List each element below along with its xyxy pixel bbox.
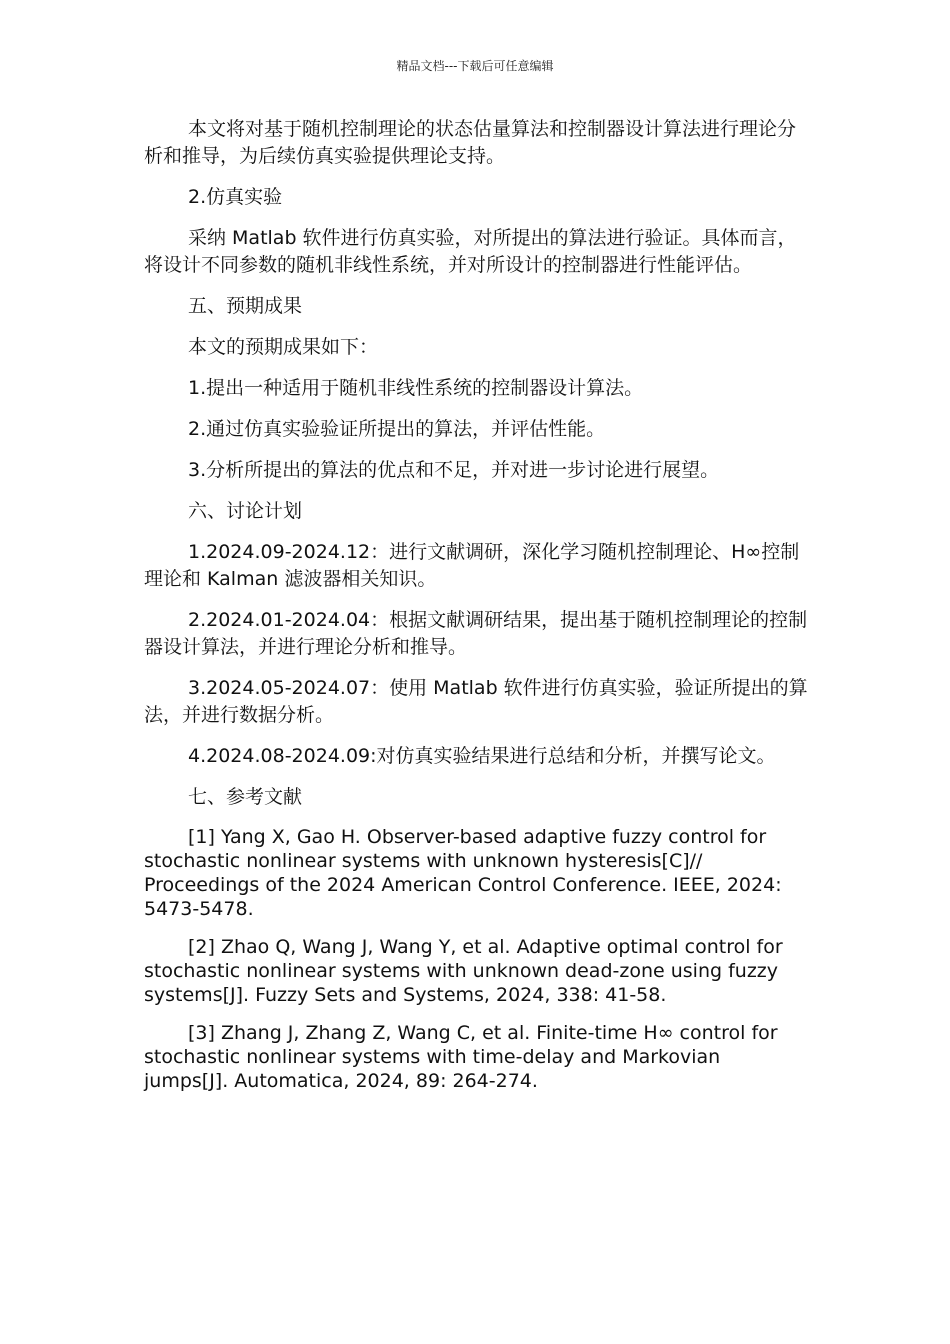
list-item-result-2: 2.通过仿真实验验证所提出的算法，并评估性能。 [188, 418, 606, 440]
reference-item: [2] Zhao Q, Wang J, Wang Y, et al. Adaptive optimal control for stochastic nonlinear systems with unknown dead-zone using fuzzy systems[J]. Fuzzy Sets and Systems, 2024, 338: 41-58. [144, 936, 783, 1006]
paragraph-expected-intro: 本文的预期成果如下： [188, 336, 379, 358]
list-item-result-1: 1.提出一种适用于随机非线性系统的控制器设计算法。 [188, 377, 644, 399]
paragraph-intro: 本文将对基于随机控制理论的状态估量算法和控制器设计算法进行理论分析和推导，为后续仿真实验提供理论支持。 [144, 118, 797, 167]
section-heading-plan: 六、讨论计划 [188, 500, 303, 522]
list-item-plan-1: 1.2024.09-2024.12：进行文献调研，深化学习随机控制理论、H∞控制理论和 Kalman 滤波器相关知识。 [144, 541, 800, 590]
list-item-plan-4: 4.2024.08-2024.09:对仿真实验结果进行总结和分析，并撰写论文。 [188, 745, 776, 767]
document-body [144, 116, 808, 1107]
section-heading-expected-results: 五、预期成果 [188, 295, 303, 317]
heading-simulation: 2.仿真实验 [188, 186, 283, 208]
list-item-plan-3: 3.2024.05-2024.07：使用 Matlab 软件进行仿真实验，验证所提出的算法，并进行数据分析。 [144, 677, 808, 726]
paragraph-simulation: 采纳 Matlab 软件进行仿真实验，对所提出的算法进行验证。具体而言，将设计不同参数的随机非线性系统，并对所设计的控制器进行性能评估。 [144, 227, 797, 276]
list-item-result-3: 3.分析所提出的算法的优点和不足，并对进一步讨论进行展望。 [188, 459, 720, 481]
page-header: 精品文档---下载后可任意编辑 [396, 59, 554, 73]
list-item-plan-2: 2.2024.01-2024.04：根据文献调研结果，提出基于随机控制理论的控制器设计算法，并进行理论分析和推导。 [144, 609, 808, 658]
reference-item: [3] Zhang J, Zhang Z, Wang C, et al. Finite-time H∞ control for stochastic nonlinear systems with time-delay and Markovian jumps[J]. Automatica, 2024, 89: 264-274. [144, 1022, 778, 1092]
section-heading-references: 七、参考文献 [188, 786, 303, 808]
reference-item: [1] Yang X, Gao H. Observer-based adaptive fuzzy control for stochastic nonlinear systems with unknown hysteresis[C]// Proceedings of the 2024 American Control Conference. IEEE, 2024: 5473-5478. [144, 826, 782, 920]
